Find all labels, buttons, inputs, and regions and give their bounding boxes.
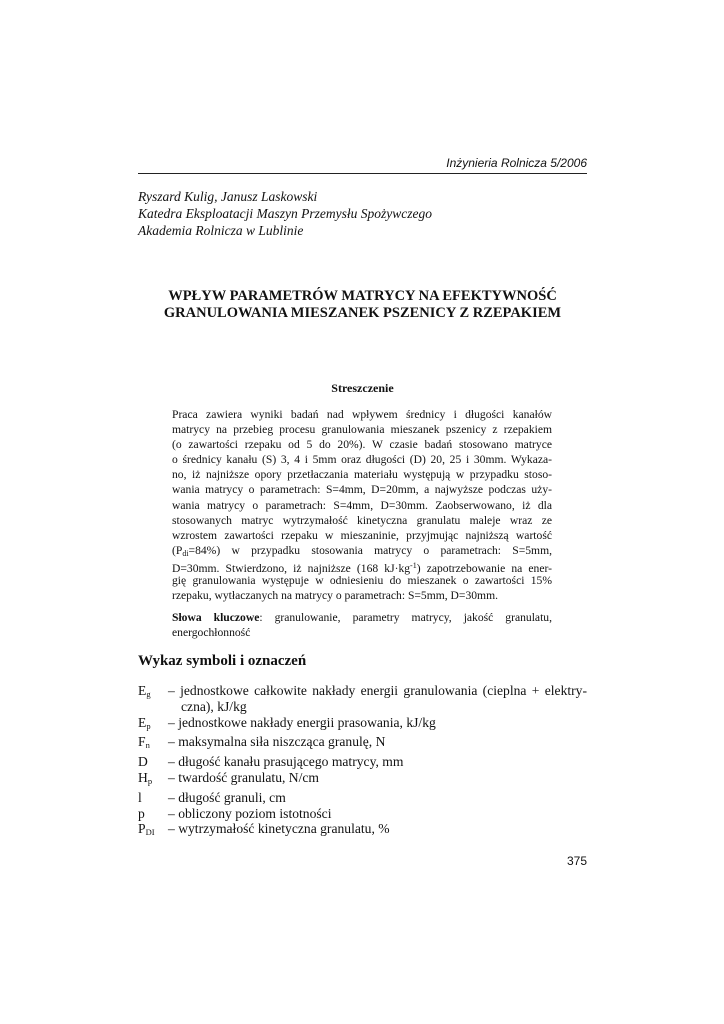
symbol-base: l [138,789,142,805]
abstract-text: D=30mm. Stwierdzono, iż najniższe (168 kJ·kg [172,561,411,575]
symbol-desc-line: – wytrzymałość kinetyczna granulatu, % [168,821,390,837]
abstract-text: (P [172,543,183,557]
symbol-description [168,821,587,841]
abstract-line [172,543,552,558]
symbol-desc-line: – jednostkowe całkowite nakłady energii granulowania (cieplna + elektry- [168,683,587,698]
symbol-description [168,715,587,735]
symbol-key [138,683,168,715]
symbol-description [168,754,587,770]
paper-title [138,288,587,322]
symbol-key [138,754,168,770]
symbol-sub: p [146,720,151,731]
symbol-base: p [138,805,145,821]
abstract-line: wania matrycy o parametrach: S=4mm, D=20mm, a najwyższe podczas uży- [172,483,552,497]
symbol-key [138,770,168,790]
symbol-desc-line: – maksymalna siła niszcząca granulę, N [168,734,386,750]
symbol-description [168,806,587,822]
abstract-line: Praca zawiera wyniki badań nad wpływem średnicy i długości kanałów [172,408,552,421]
symbol-base: P [138,821,146,837]
abstract-text: =84%) w przypadku stosowania matrycy o parametrach: S=5mm, [188,543,552,557]
abstract-line: stosowanych matryc wytrzymałość kinetyczna granulatu maleje wraz ze [172,513,552,527]
keywords-line [172,610,552,625]
symbol-base: F [138,734,146,750]
abstract-line [172,558,552,573]
page-number: 375 [566,854,587,868]
symbol-description [168,683,587,715]
keywords-text: : granulowanie, parametry matrycy, jakość granulatu, [259,611,552,624]
symbol-row [138,683,587,715]
symbol-row [138,770,587,790]
subscript: di [182,548,189,558]
author-names: Ryszard Kulig, Janusz Laskowski [138,189,318,204]
symbol-desc-line: – jednostkowe nakłady energii prasowania, kJ/kg [168,714,436,730]
symbol-sub: n [145,740,150,751]
symbol-sub: g [146,689,151,699]
symbol-base: E [138,714,147,730]
symbol-key [138,734,168,754]
symbol-description [168,734,587,754]
symbol-row [138,734,587,754]
symbol-row [138,790,587,806]
abstract-line: no, iż najniższe opory przetłaczania materiału występują w przypadku stoso- [172,468,552,482]
title-line: GRANULOWANIA MIESZANEK PSZENICY Z RZEPAKIEM [163,305,562,321]
abstract-line: matrycy na przebieg procesu granulowania mieszanek pszenicy z rzepakiem [172,423,552,437]
title-line: WPŁYW PARAMETRÓW MATRYCY NA EFEKTYWNOŚĆ [168,288,557,304]
symbol-row [138,821,587,841]
symbol-key [138,715,168,735]
abstract-text: ) zapotrzebowanie na ener- [416,561,552,575]
symbol-desc-line: – obliczony poziom istotności [168,805,332,821]
author-institution: Akademia Rolnicza w Lublinie [138,223,304,238]
author-block [138,188,432,239]
symbol-desc-line: – długość granuli, cm [168,789,286,805]
abstract-line: o średnicy kanału (S) 3, 4 i 5mm oraz długości (D) 20, 25 i 30mm. Wykaza- [172,453,552,467]
abstract-line: gię granulowania występuje w odniesieniu do mieszanek o zawartości 15% [172,574,552,588]
abstract-heading: Streszczenie [331,381,394,395]
symbols-list [138,683,587,841]
symbol-row [138,715,587,735]
symbol-desc-line: – długość kanału prasującego matrycy, mm [168,754,404,770]
author-department: Katedra Eksploatacji Maszyn Przemysłu Spożywczego [138,206,432,221]
keywords [172,610,552,640]
symbol-key [138,790,168,806]
superscript: -1 [410,560,417,570]
symbol-sub: DI [145,827,155,838]
keywords-line: energochłonność [172,626,251,640]
symbol-description [168,790,587,806]
symbol-base: H [138,769,148,785]
symbol-row [138,754,587,770]
symbols-heading: Wykaz symboli i oznaczeń [138,653,307,669]
symbol-base: D [138,754,148,770]
symbol-key [138,821,168,841]
abstract-line: wzrostem zawartości rzepaku w mieszaninie, przyjmując najniższą wartość [172,528,552,542]
header-rule [138,173,587,174]
symbol-description [168,770,587,790]
abstract-line: (o zawartości rzepaku od 5 do 20%). W czasie badań stosowano matryce [172,438,552,452]
symbol-base: E [138,683,147,698]
symbol-desc-line: czna), kJ/kg [181,698,247,714]
keywords-label: Słowa kluczowe [172,611,260,624]
abstract-line: wania matrycy o parametrach: S=4mm, D=30mm. Zaobserwowano, iż dla [172,498,552,512]
symbol-row [138,806,587,822]
symbol-desc-line: – twardość granulatu, N/cm [168,769,319,785]
symbol-sub: p [147,775,153,786]
symbol-key [138,806,168,822]
journal-header: Inżynieria Rolnicza 5/2006 [446,156,587,170]
abstract-body [172,407,552,603]
abstract-line: rzepaku, wytłaczanych na matrycy o parametrach: S=5mm, D=30mm. [172,589,498,603]
